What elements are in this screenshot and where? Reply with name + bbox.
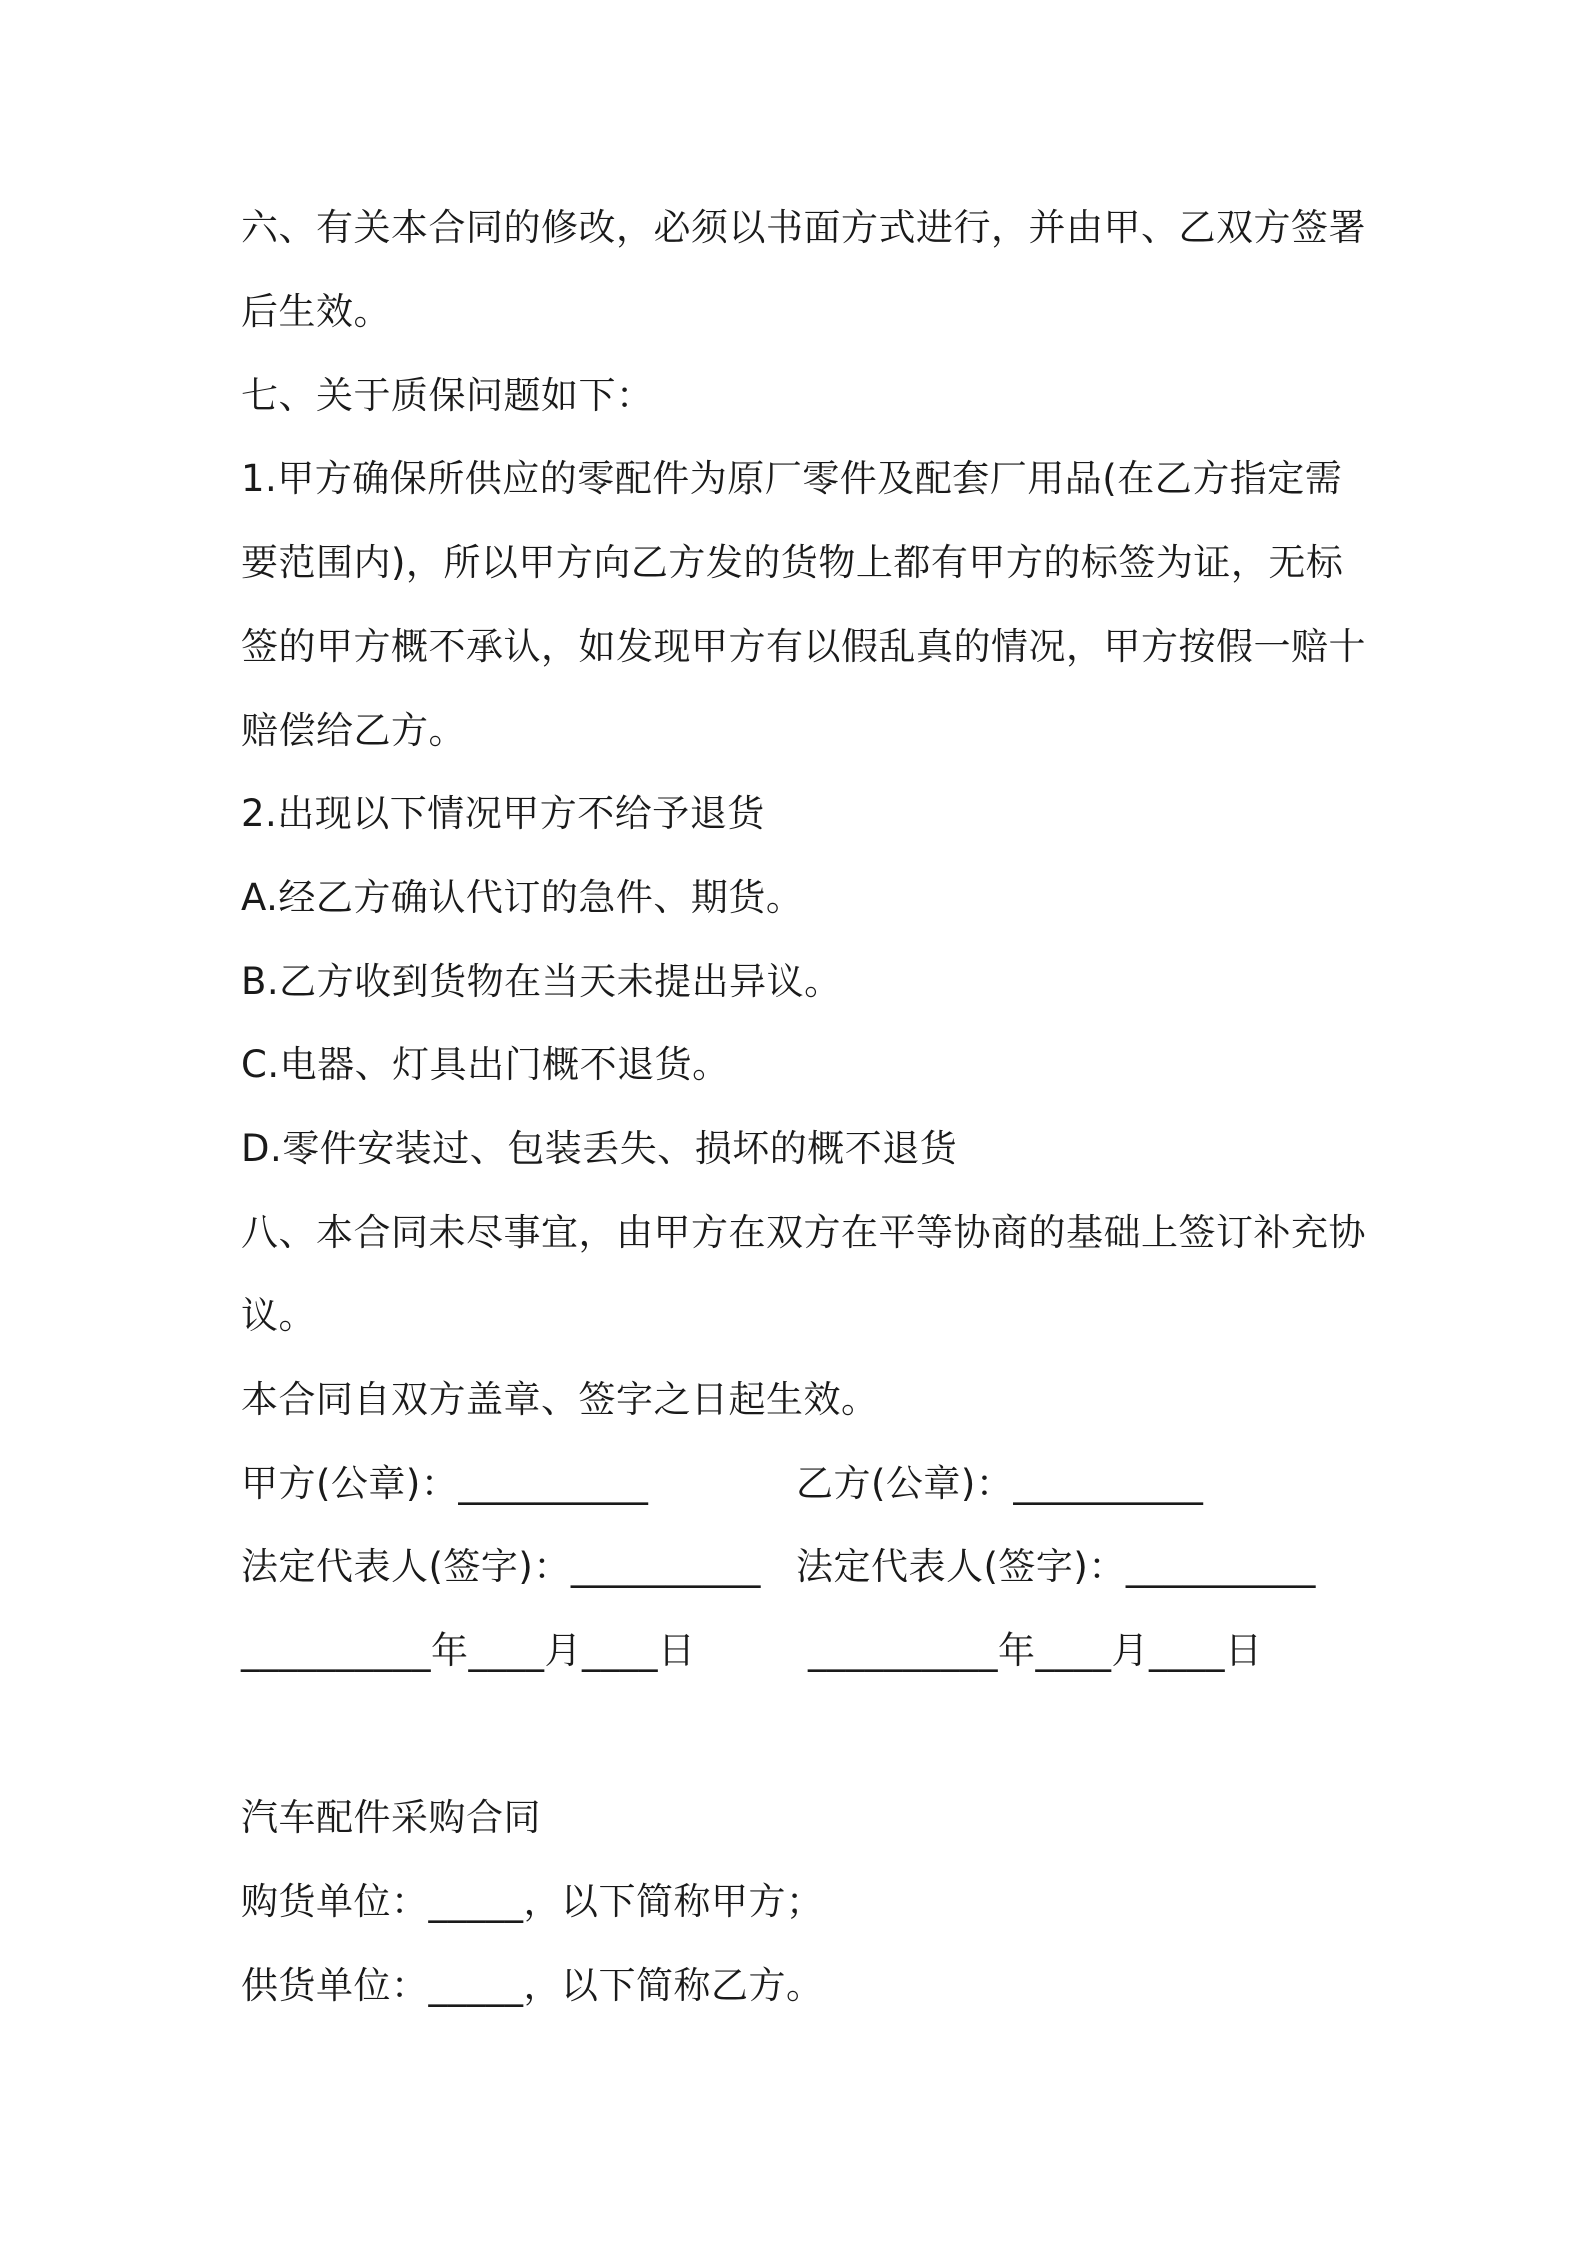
clause-7-item-2c: C.电器、灯具出门概不退货。 [241, 1043, 730, 1086]
buyer-line: 购货单位：_____，以下简称甲方； [241, 1880, 824, 1923]
clause-8-line-2: 议。 [241, 1294, 316, 1337]
party-b-representative: 法定代表人(签字)：__________ [796, 1545, 1316, 1588]
party-a-seal: 甲方(公章)：__________ [241, 1462, 649, 1505]
effective-clause: 本合同自双方盖章、签字之日起生效。 [241, 1378, 879, 1421]
clause-7-item-1-line-2: 要范围内)，所以甲方向乙方发的货物上都有甲方的标签为证，无标 [241, 541, 1344, 584]
clause-7-item-1-line-4: 赔偿给乙方。 [241, 709, 466, 752]
contract-title: 汽车配件采购合同 [241, 1796, 541, 1839]
party-a-date: __________年____月____日 [241, 1629, 696, 1672]
clause-7-item-1-line-3: 签的甲方概不承认，如发现甲方有以假乱真的情况，甲方按假一赔十 [241, 625, 1366, 668]
party-b-date: __________年____月____日 [808, 1629, 1263, 1672]
clause-7-item-1-line-1: 1.甲方确保所供应的零配件为原厂零件及配套厂用品(在乙方指定需 [241, 457, 1343, 500]
clause-6-line-2: 后生效。 [241, 290, 391, 333]
clause-7-item-2d: D.零件安装过、包装丢失、损坏的概不退货 [241, 1127, 958, 1170]
supplier-line: 供货单位：_____，以下简称乙方。 [241, 1964, 824, 2007]
party-a-representative: 法定代表人(签字)：__________ [241, 1545, 761, 1588]
clause-7-item-2: 2.出现以下情况甲方不给予退货 [241, 792, 765, 835]
clause-6-line-1: 六、有关本合同的修改，必须以书面方式进行，并由甲、乙双方签署 [241, 206, 1366, 249]
clause-7-item-2a: A.经乙方确认代订的急件、期货。 [241, 876, 804, 919]
clause-8-line-1: 八、本合同未尽事宜，由甲方在双方在平等协商的基础上签订补充协 [241, 1211, 1366, 1254]
clause-7-heading: 七、关于质保问题如下： [241, 374, 654, 417]
clause-7-item-2b: B.乙方收到货物在当天未提出异议。 [241, 960, 842, 1003]
party-b-seal: 乙方(公章)：__________ [796, 1462, 1204, 1505]
